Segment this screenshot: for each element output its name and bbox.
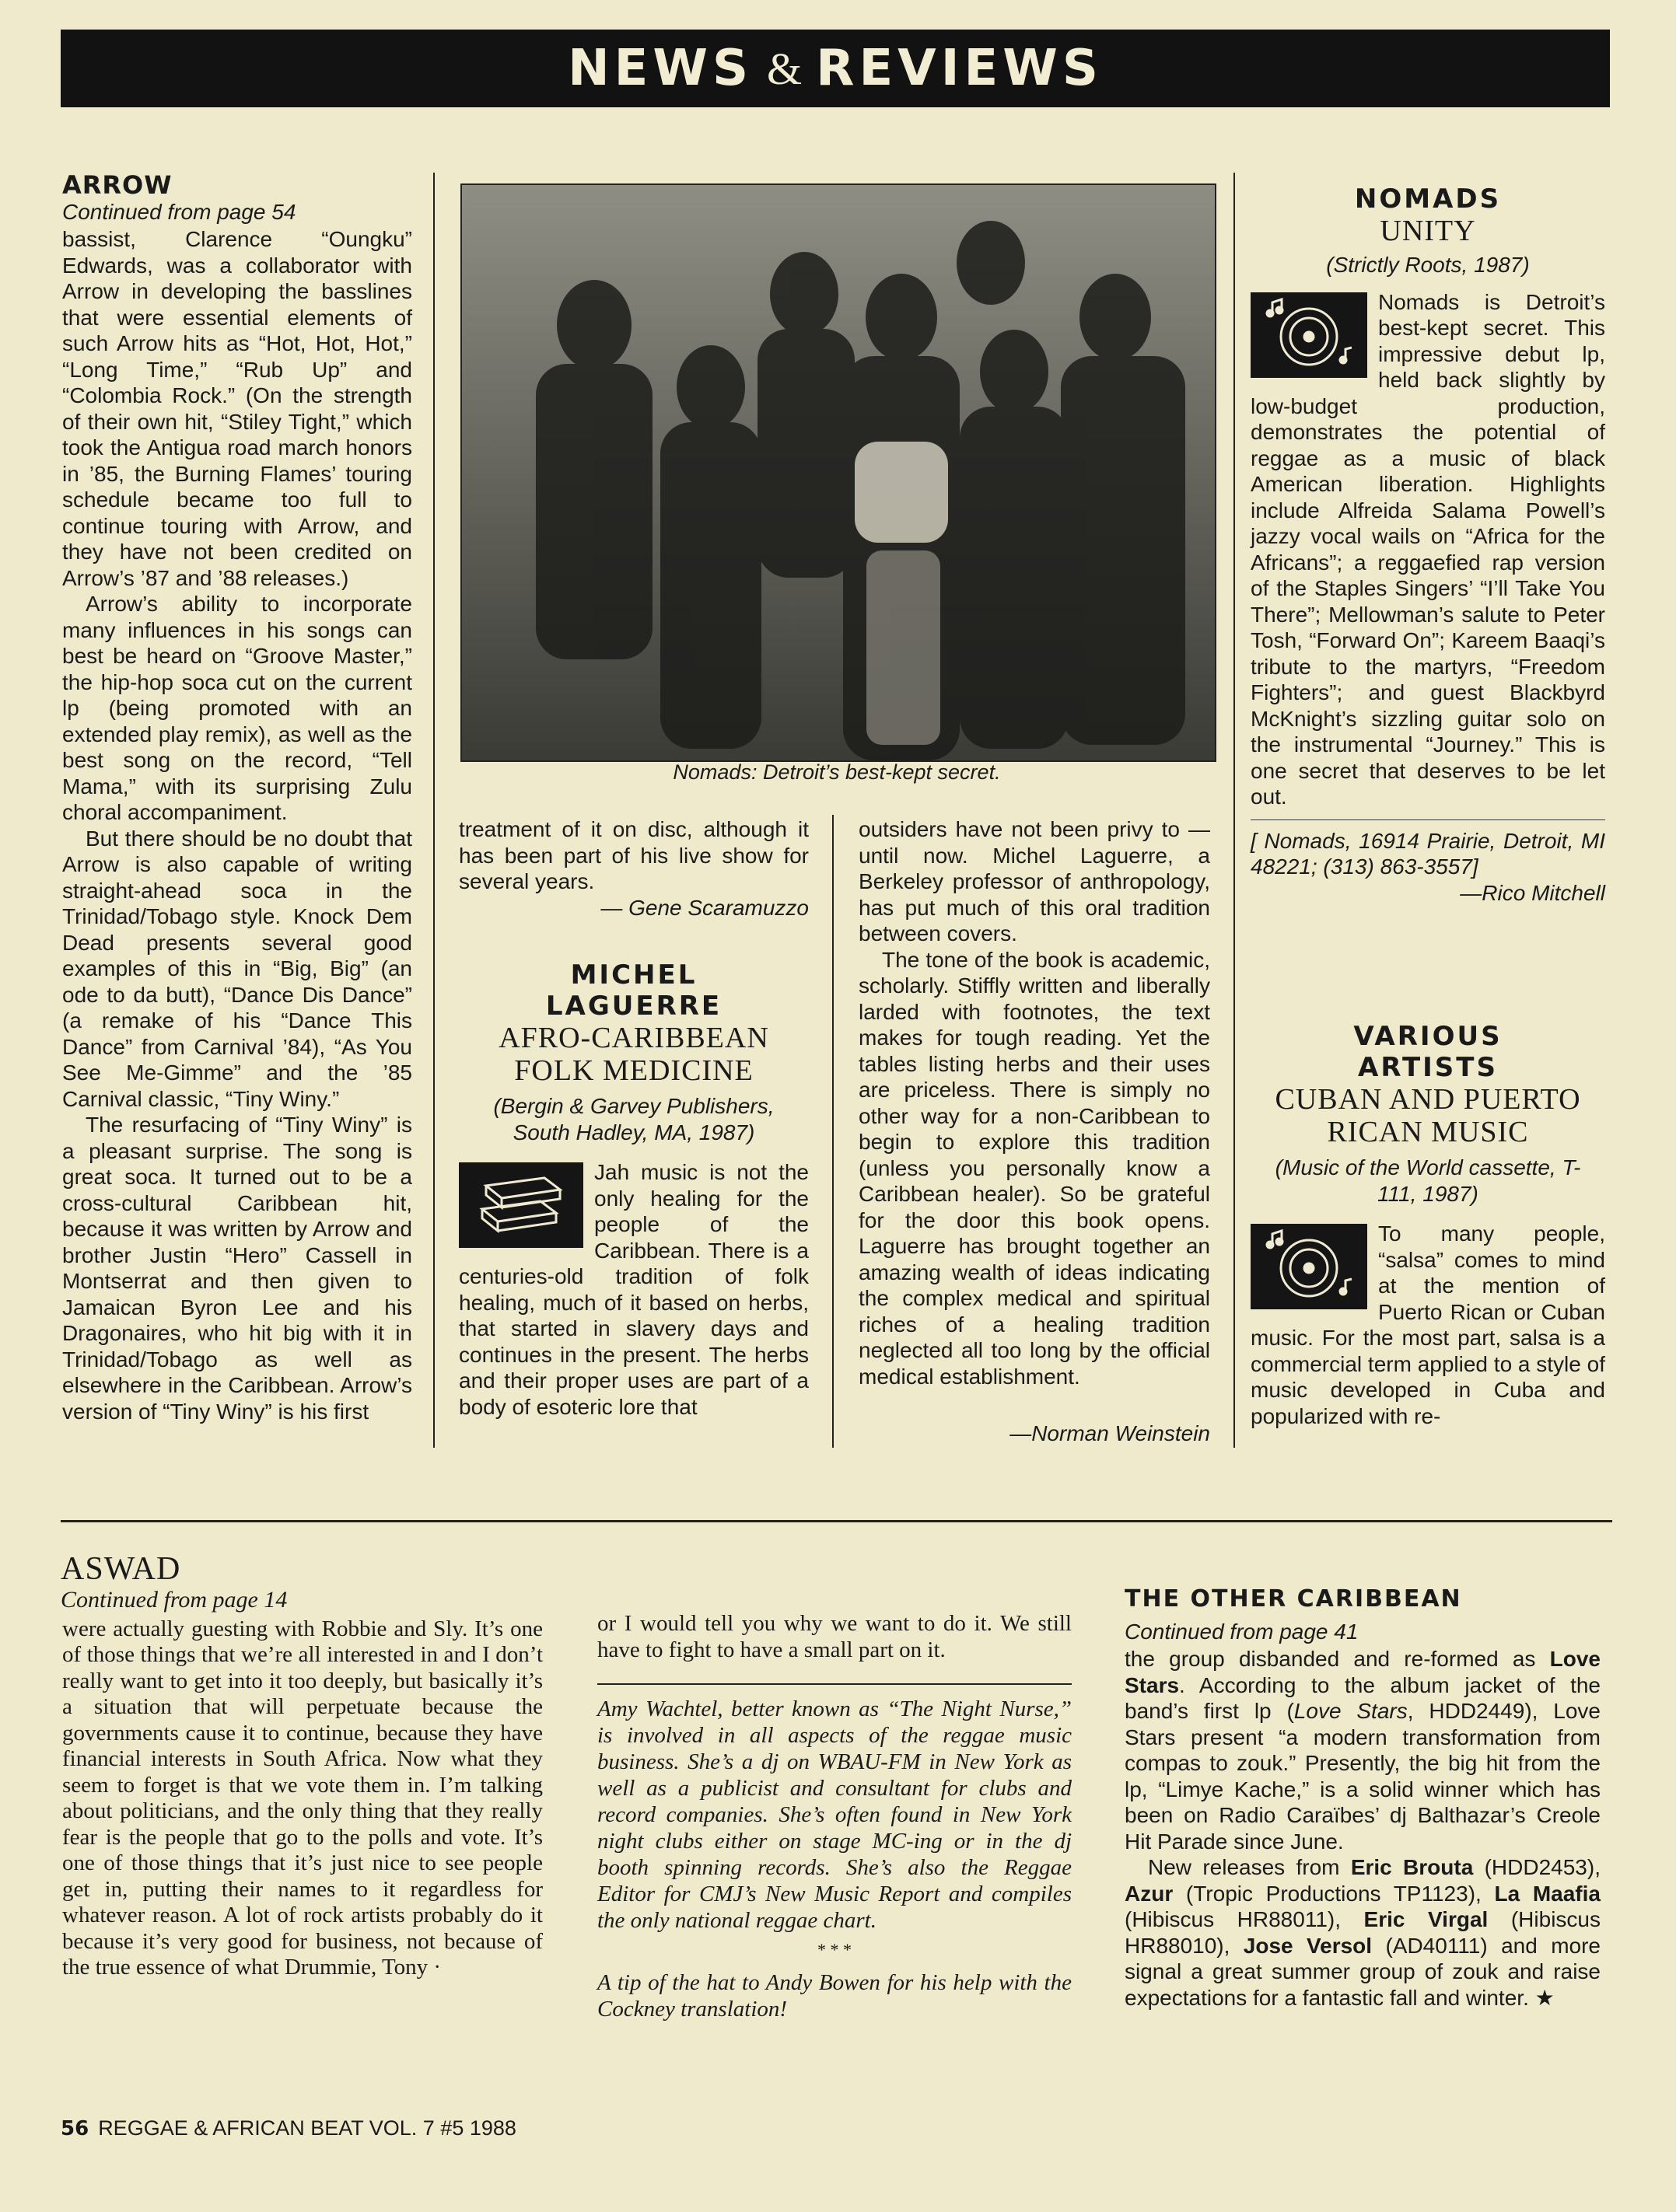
other-caribbean-paragraph [1125,1646,1601,1854]
arrow-title: ARROW [62,170,173,200]
nomads-address: [ Nomads, 16914 Prairie, Detroit, MI 48221; (313) 863-3557] [1251,828,1605,879]
text-run: (AD40111) and more signal a great summer group of zouk and raise expectations for a fantastic fall and winter. ★ [1125,1933,1601,2010]
band-photo-illustration [462,185,1215,760]
band-photo [460,183,1216,762]
aswad-title: ASWAD [61,1551,181,1587]
column-divider [433,173,435,1448]
note-stars: * * * [817,1940,852,1959]
other-caribbean-continued: Continued from page 41 [1125,1619,1359,1644]
record-icon [1251,292,1367,378]
text-run: New releases from [1148,1855,1351,1879]
text-run: . According to the album jacket of the band’s first lp ( [1125,1672,1601,1723]
aswad-paragraph: were actually guesting with Robbie and Sly. It’s one of those things that we’re all interested in and I don’t really want to get into it too deeply, but basically it’s a situation that will perpetuate because the governments cause it to continue, because they have financial interests in South Africa. Now what they seem to forget is that we vote them in. I’m talking about politicians, and the only thing that they really fear is the people that go to the polls and vote. It’s one of those things that it’s just nice to see people get in, putting their names to it regardless for whatever reason. A lot of rock artists probably do it because it’s very good for business, not because of the true essence of what Drummie, Tony · [62,1616,543,1980]
laguerre-byline: —Norman Weinstein [1009,1421,1210,1445]
text-run: , HDD2449), Love Stars present “a modern transformation from compas to zouk.” Presently, the big hit from the lp, “Limye Kache,” is a solid winner which has been on Radio Caraïbes’ dj Balthazar’s Creole Hit Parade since June. [1125,1699,1601,1854]
author-tip: A tip of the hat to Andy Bowen for his help with the Cockney translation! [597,1969,1072,2022]
arrow-paragraph: But there should be no doubt that Arrow is also capable of writing straight-ahead soca in the Trinidad/Tobago style. Knock Dem Dead presents several good examples of this in “Big, Big” (an ode to da butt), “Dance Dis Dance” (a remake of his “Dance This Dance” from Carnival ’84), “As You See Me-Gimme” and the ’85 Carnival classic, “Tiny Winy.” [62,826,412,1111]
page-footer [61,2116,516,2140]
books-icon [459,1162,583,1248]
artist-name: Eric Virgal [1363,1907,1489,1931]
column-divider [1233,173,1235,1448]
artist-name: Azur [1125,1881,1174,1906]
banner-reviews: REVIEWS [816,40,1103,97]
nomads-label: (Strictly Roots, 1987) [1326,253,1530,277]
various-subtitle: CUBAN AND PUERTO RICAN MUSIC [1275,1083,1581,1148]
laguerre-title [459,959,809,1022]
various-text: To many people, “salsa” comes to mind at the mention of Puerto Rican or Cuban music. For the most part, salsa is a commercial term applied to a style of music developed in Cuba and popularized with re- [1251,1221,1605,1428]
aswad-continued: Continued from page 14 [61,1587,288,1613]
arrow-paragraph: Arrow’s ability to incorporate many influences in his songs can best be heard on “Groove Master,” the hip-hop soca cut on the current lp (being promoted with an extended play remix), as well as the best song on the record, “Tell Mama,” with its surprising Zulu choral accompaniment. [62,592,412,824]
publication-info: REGGAE & AFRICAN BEAT VOL. 7 #5 1988 [98,2116,516,2140]
arrow-article [62,170,412,1424]
band-name: Love Stars [1125,1647,1601,1697]
album-title: Love Stars [1293,1699,1408,1723]
laguerre-column [459,816,809,1420]
arrow-continued: Continued from page 54 [62,199,296,224]
nomads-divider [1251,819,1605,820]
aswad-paragraph: or I would tell you why we want to do it. We still have to fight to have a small part on it. [597,1611,1072,1662]
laguerre-publisher: (Bergin & Garvey Publishers, South Hadley, MA, 1987) [493,1094,775,1144]
text-run: (Tropic Productions TP1123), [1173,1881,1495,1906]
various-label: (Music of the World cassette, T-111, 1987) [1275,1155,1581,1206]
column-divider [832,815,834,1448]
laguerre-subtitle: AFRO-CARIBBEAN FOLK MEDICINE [499,1022,769,1087]
other-caribbean-title: THE OTHER CARIBBEAN [1125,1585,1462,1613]
nomads-review [1251,183,1605,1429]
arrow-byline: — Gene Scaramuzzo [600,895,809,920]
laguerre-title-line: MICHEL [570,959,698,991]
artist-name: Jose Versol [1243,1933,1373,1958]
arrow-paragraph: bassist, Clarence “Oungku” Edwards, was a collaborator with Arrow in developing the basslines that were essential elements of such Arrow hits as “Hot, Hot, Hot,” “Long Time,” “Rub Up” and “Colombia Rock.” (On the strength of their own hit, “Stiley Tight,” which took the Antigua road march honors in ’85, the Burning Flames’ touring schedule became too full to continue touring with Arrow, and they have not been credited on Arrow’s ’87 and ’88 releases.) [62,227,412,590]
text-run: the group disbanded and re-formed as [1125,1647,1550,1671]
text-run: (Hibiscus HR88011), [1125,1907,1364,1931]
page-number: 56 [61,2117,89,2140]
various-title-line: VARIOUS [1353,1021,1503,1052]
text-run: (HDD2453), [1473,1855,1601,1879]
nomads-title: NOMADS [1354,183,1502,215]
author-note: Amy Wachtel, better known as “The Night Nurse,” is involved in all aspects of the reggae music business. She’s a dj on WBAU-FM in New York as well as a publicist and consultant for clubs and record companies. She’s often found in New York night clubs either on stage MC-ing or in the dj booth spinning records. She’s also the Reggae Editor for CMJ’s New Music Report and compiles the only national reggae chart. [597,1697,1072,1933]
banner-amp: & [767,43,803,94]
section-banner [61,30,1610,107]
aswad-article-continued [597,1611,1072,2022]
photo-caption: Nomads: Detroit’s best-kept secret. [673,760,1001,784]
artist-name: La Maafia [1494,1881,1601,1906]
laguerre-paragraph: Jah music is not the only healing for the people of the Caribbean. There is a centuries-old tradition of folk healing, much of it based on herbs, that started in slavery days and continues in the present. The herbs and their proper uses are part of a body of esoteric lore that [459,1160,809,1419]
various-title [1251,1021,1605,1083]
aswad-article [61,1551,543,1981]
nomads-album-title: UNITY [1380,215,1476,247]
other-caribbean-paragraph [1125,1854,1601,2011]
artist-name: Eric Brouta [1350,1855,1474,1879]
arrow-paragraph: The resurfacing of “Tiny Winy” is a pleasant surprise. The song is great soca. It turned out to be a cross-cultural Caribbean hit, because it was written by Arrow and brother Justin “Hero” Cassell in Montserrat and then given to Jamaican Byron Lee and his Dragonaires, who hit big with it in Trinidad/Tobago as well as elsewhere in the Caribbean. Arrow’s version of “Tiny Winy” is his first [62,1113,412,1424]
other-caribbean-article [1125,1586,1601,2011]
record-icon [1251,1224,1367,1309]
nomads-text: Nomads is Detroit’s best-kept secret. This impressive debut lp, held back slightly by low-budget production, demonstrates the potential of reggae as a music of black American liberation. Highlights include Alfreida Salama Powell’s jazzy vocal wails on “Africa for the Africans”; a reggaefied rap version of the Staples Singers’ “I’ll Take You There”; Mellowman’s salute to Peter Tosh, “Forward On”; Kareem Baaqi’s tribute to the martyrs, “Freedom Fighters”; and guest Blackbyrd McKnight’s sizzling guitar solo on the instrumental “Journey.” This is one secret that deserves to be let out. [1251,289,1605,809]
text-run: (Hibiscus HR88010), [1125,1907,1601,1958]
laguerre-column-continued [859,816,1210,1447]
arrow-final-text: treatment of it on disc, although it has been part of his live show for several years. [459,817,809,893]
laguerre-paragraph: The tone of the book is academic, scholarly. Stiffly written and liberally larded with footnotes, the text makes for tough reading. Yet the tables listing herbs and their uses are priceless. There is simply no other way for a non-Caribbean to begin to explore this tradition (unless you personally know a Caribbean healer). So be grateful for the door this book opens. Laguerre has brought together an amazing wealth of ideas indicating the complex medical and spiritual riches of a healing tradition neglected all too long by the official medical establishment. [859,947,1210,1389]
laguerre-paragraph: outsiders have not been privy to — until now. Michel Laguerre, a Berkeley professor of anthropology, has put much of this oral tradition between covers. [859,817,1210,945]
section-divider [61,1520,1612,1522]
various-title-line: ARTISTS [1358,1052,1498,1083]
banner-news: NEWS [568,40,754,97]
nomads-byline: —Rico Mitchell [1460,880,1605,905]
note-divider [597,1683,1072,1685]
laguerre-title-line: LAGUERRE [545,991,723,1022]
